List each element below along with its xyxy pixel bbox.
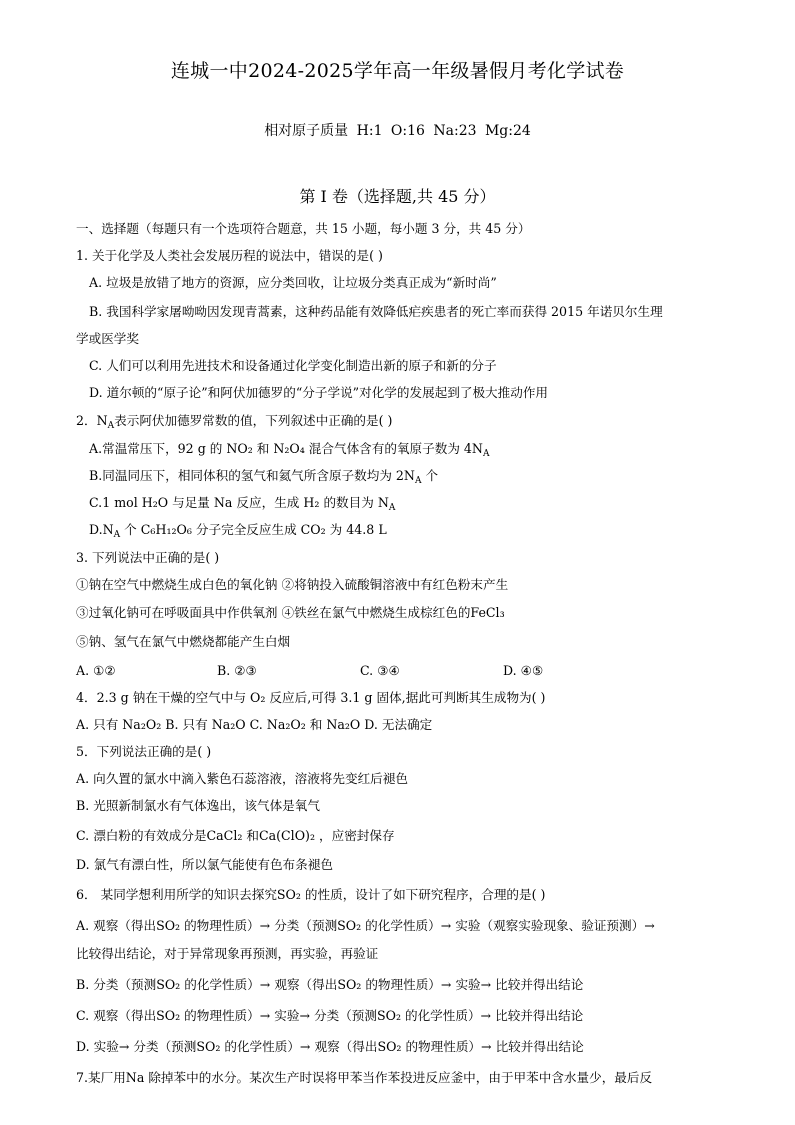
q3-statement-line-1: ①钠在空气中燃烧生成白色的氧化钠 ②将钠投入硫酸铜溶液中有红色粉末产生	[76, 577, 509, 592]
q6-option-a-cont: 比较得出结论，对于异常现象再预测，再实验，再验证	[76, 946, 379, 961]
section-title: 第 I 卷（选择题,共 45 分）	[299, 187, 496, 206]
q1-option-c: C. 人们可以利用先进技术和设备通过化学变化制造出新的原子和新的分子	[89, 358, 497, 373]
atomic-mass-line: 相对原子质量 H:1 O:16 Na:23 Mg:24	[264, 123, 531, 139]
q2-option-c: C.1 mol H₂O 与足量 Na 反应，生成 H₂ 的数目为 $N_A$	[89, 495, 396, 513]
q3-statement-line-3: ⑤钠、氢气在氯气中燃烧都能产生白烟	[76, 634, 291, 649]
q3-option-d: D. ④⑤	[503, 663, 544, 678]
q1-option-b-cont: 学或医学奖	[76, 331, 139, 346]
q6-stem: 6． 某同学想利用所学的知识去探究SO₂ 的性质，设计了如下研究程序，合理的是( )	[76, 887, 546, 902]
q5-option-b: B. 光照新制氯水有气体逸出，该气体是氧气	[76, 798, 320, 813]
q3-stem: 3. 下列说法中正确的是( )	[76, 550, 220, 565]
q2-stem: 2．$N_A$表示阿伏加德罗常数的值，下列叙述中正确的是( )	[76, 413, 393, 431]
q6-option-c: C. 观察（得出SO₂ 的物理性质）→ 实验→ 分类（预测SO₂ 的化学性质）→ 比较并得出结论	[76, 1008, 584, 1023]
q6-option-b: B. 分类（预测SO₂ 的化学性质）→ 观察（得出SO₂ 的物理性质）→ 实验→ 比较并得出结论	[76, 977, 584, 992]
q1-option-d: D. 道尔顿的“原子论”和阿伏加德罗的“分子学说”对化学的发展起到了极大推动作用	[89, 385, 549, 400]
q1-option-b: B. 我国科学家屠呦呦因发现青蒿素，这种药品能有效降低疟疾患者的死亡率而获得 2015 年诺贝尔生理	[89, 304, 663, 319]
q4-options: A. 只有 Na₂O₂ B. 只有 Na₂O C. Na₂O₂ 和 Na₂O D. 无法确定	[76, 717, 433, 732]
q6-option-a: A. 观察（得出SO₂ 的物理性质）→ 分类（预测SO₂ 的化学性质）→ 实验（观察实验现象、验证预测）→	[76, 918, 655, 933]
q2-option-b: B.同温同压下，相同体积的氢气和氦气所含原子数均为 $2N_A$ 个	[89, 468, 439, 486]
q3-statement-line-2: ③过氧化钠可在呼吸面具中作供氧剂 ④铁丝在氯气中燃烧生成棕红色的FeCl₃	[76, 605, 505, 620]
q3-option-c: C. ③④	[360, 663, 400, 678]
q6-option-d: D. 实验→ 分类（预测SO₂ 的化学性质）→ 观察（得出SO₂ 的物理性质）→ 比较并得出结论	[76, 1039, 584, 1054]
q1-stem: 1. 关于化学及人类社会发展历程的说法中，错误的是( )	[76, 248, 383, 263]
q5-option-a: A. 向久置的氯水中滴入紫色石蕊溶液，溶液将先变红后褪色	[76, 771, 408, 786]
q1-option-a: A. 垃圾是放错了地方的资源，应分类回收，让垃圾分类真正成为“新时尚”	[89, 275, 497, 290]
q4-stem: 4．2.3 g 钠在干燥的空气中与 O₂ 反应后,可得 3.1 g 固体,据此可判断其生成物为( )	[76, 690, 546, 705]
q5-option-c: C. 漂白粉的有效成分是CaCl₂ 和Ca(ClO)₂ ，应密封保存	[76, 828, 395, 843]
q3-option-b: B. ②③	[217, 663, 257, 678]
part-heading: 一、选择题（每题只有一个选项符合题意，共 15 小题，每小题 3 分，共 45 分）	[76, 221, 531, 236]
q5-option-d: D. 氯气有漂白性，所以氯气能使有色布条褪色	[76, 857, 333, 872]
q7-stem: 7.某厂用Na 除掉苯中的水分。某次生产时误将甲苯当作苯投进反应釜中，由于甲苯中含水量少，最后反	[76, 1070, 653, 1085]
q5-stem: 5．下列说法正确的是( )	[76, 744, 212, 759]
exam-title: 连城一中2024-2025学年高一年级暑假月考化学试卷	[170, 60, 625, 82]
q3-option-a: A. ①②	[76, 663, 116, 678]
q2-option-d: $D.N_A$ 个 C₆H₁₂O₆ 分子完全反应生成 CO₂ 为 44.8 L	[89, 522, 387, 540]
q2-option-a: A.常温常压下，92 g 的 NO₂ 和 N₂O₄ 混合气体含有的氧原子数为 $4N_A$	[89, 441, 490, 459]
